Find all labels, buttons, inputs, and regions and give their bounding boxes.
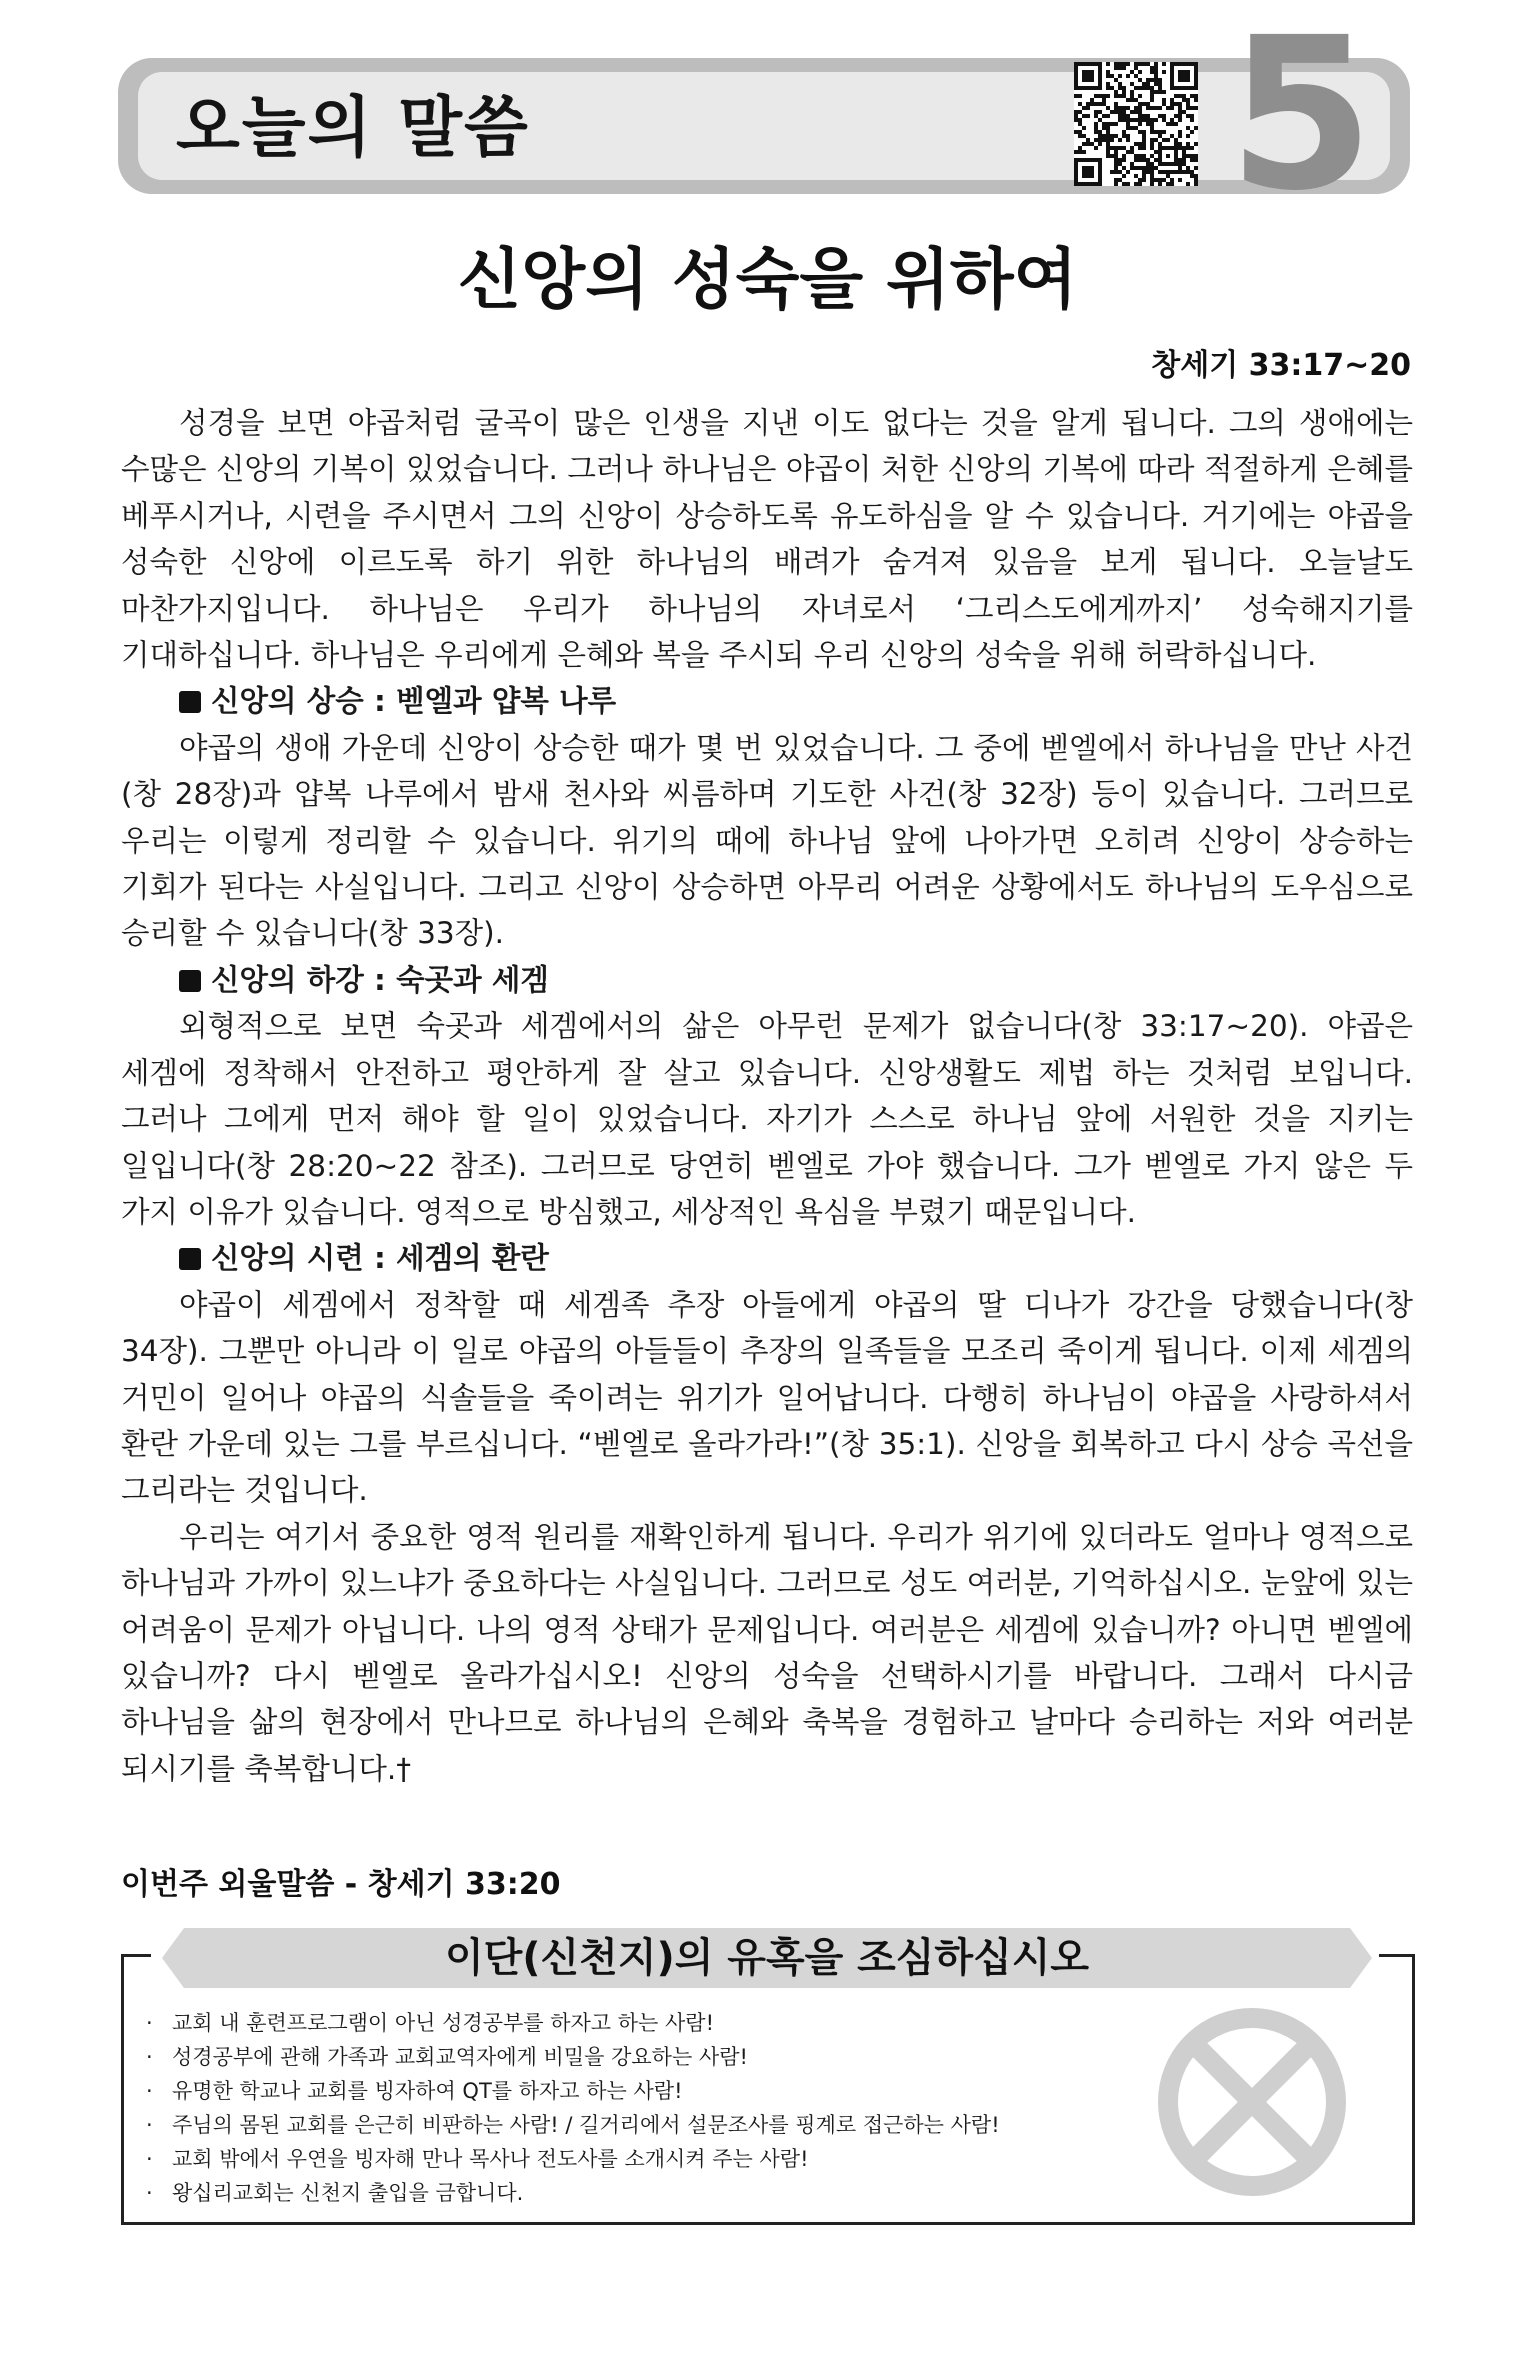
qr-code-icon[interactable]: [1074, 62, 1198, 186]
memory-verse: 이번주 외울말씀 - 창세기 33:20: [121, 1867, 561, 1902]
sermon-body: [121, 400, 1413, 1792]
scripture-reference: 창세기 33:17~20: [1151, 348, 1411, 383]
section-heading-text: 신앙의 상승 : 벧엘과 얍복 나루: [211, 684, 617, 719]
section-heading: [121, 957, 1413, 1003]
list-item: [146, 2176, 1000, 2210]
square-bullet-icon: [179, 970, 201, 992]
conclusion-paragraph: 우리는 여기서 중요한 영적 원리를 재확인하게 됩니다. 우리가 위기에 있더라도 얼마나 영적으로 하나님과 가까이 있느냐가 중요하다는 사실입니다. 그러므로 성도 여러분, 기억하십시오. 눈앞에 있는 어려움이 문제가 아닙니다. 나의 영적 상태가 문제입니다. 여러분은 세겜에 있습니까? 아니면 벧엘에 있습니까? 다시 벧엘로 올라가십시오! 신앙의 성숙을 선택하시기를 바랍니다. 그래서 다시금 하나님을 삶의 현장에서 만나므로 하나님의 은혜와 축복을 경험하고 날마다 승리하는 저와 여러분 되시기를 축복합니다.†: [121, 1519, 1413, 1786]
square-bullet-icon: [179, 691, 201, 713]
list-item-text: 유명한 학교나 교회를 빙자하여 QT를 하자고 하는 사람!: [172, 2079, 683, 2103]
warning-list: [146, 2006, 1000, 2210]
section-heading: [121, 1235, 1413, 1281]
list-item: [146, 2074, 1000, 2108]
page-number: 5: [1228, 0, 1375, 237]
section-heading: [121, 678, 1413, 724]
list-bullet: ·: [146, 2045, 153, 2069]
sermon-title: 신앙의 성숙을 위하여: [457, 241, 1078, 318]
prohibited-x-icon: [1154, 2004, 1350, 2200]
warning-box-corner-right: [1379, 1954, 1412, 1957]
list-item: [146, 2006, 1000, 2040]
list-item-text: 왕십리교회는 신천지 출입을 금합니다.: [172, 2181, 524, 2205]
list-item: [146, 2108, 1000, 2142]
section-heading-text: 신앙의 시련 : 세겜의 환란: [211, 1241, 549, 1276]
section-paragraph: 야곱이 세겜에서 정착할 때 세겜족 추장 아들에게 야곱의 딸 디나가 강간을 당했습니다(창 34장). 그뿐만 아니라 이 일로 야곱의 아들들이 추장의 일족들을 모조리 죽이게 됩니다. 이제 세겜의 거민이 일어나 야곱의 식솔들을 죽이려는 위기가 일어납니다. 다행히 하나님이 야곱을 사랑하셔서 환란 가운데 있는 그를 부르십니다. “벧엘로 올라가라!”(창 35:1). 신앙을 회복하고 다시 상승 곡선을 그리라는 것입니다.: [121, 1287, 1413, 1508]
section-heading-text: 신앙의 하강 : 숙곳과 세겜: [211, 962, 549, 997]
intro-paragraph: 성경을 보면 야곱처럼 굴곡이 많은 인생을 지낸 이도 없다는 것을 알게 됩니다. 그의 생애에는 수많은 신앙의 기복이 있었습니다. 그러나 하나님은 야곱이 처한 신앙의 기복에 따라 적절하게 은혜를 베푸시거나, 시련을 주시면서 그의 신앙이 상승하도록 유도하심을 알 수 있습니다. 거기에는 야곱을 성숙한 신앙에 이르도록 하기 위한 하나님의 배려가 숨겨져 있음을 보게 됩니다. 오늘날도 마찬가지입니다. 하나님은 우리가 하나님의 자녀로서 ‘그리스도에게까지’ 성숙해지기를 기대하십니다. 하나님은 우리에게 은혜와 복을 주시되 우리 신앙의 성숙을 위해 허락하십니다.: [121, 406, 1413, 673]
warning-title: 이단(신천지)의 유혹을 조심하십시오: [444, 1935, 1089, 1981]
list-item-text: 주님의 몸된 교회를 은근히 비판하는 사람! / 길거리에서 설문조사를 핑계로 접근하는 사람!: [172, 2113, 1000, 2137]
section-title: 오늘의 말씀: [176, 89, 530, 166]
section-paragraph: 외형적으로 보면 숙곳과 세겜에서의 삶은 아무런 문제가 없습니다(창 33:17~20). 야곱은 세겜에 정착해서 안전하고 평안하게 잘 살고 있습니다. 신앙생활도 제법 하는 것처럼 보입니다. 그러나 그에게 먼저 해야 할 일이 있었습니다. 자기가 스스로 하나님 앞에 서원한 것을 지키는 일입니다(창 28:20~22 참조). 그러므로 당연히 벧엘로 가야 했습니다. 그가 벧엘로 가지 않은 두 가지 이유가 있습니다. 영적으로 방심했고, 세상적인 욕심을 부렸기 때문입니다.: [121, 1009, 1413, 1229]
square-bullet-icon: [179, 1248, 201, 1270]
list-item: [146, 2040, 1000, 2074]
list-item-text: 교회 밖에서 우연을 빙자해 만나 목사나 전도사를 소개시켜 주는 사람!: [172, 2147, 809, 2171]
list-item-text: 성경공부에 관해 가족과 교회교역자에게 비밀을 강요하는 사람!: [172, 2045, 748, 2069]
list-item: [146, 2142, 1000, 2176]
list-bullet: ·: [146, 2181, 153, 2205]
list-bullet: ·: [146, 2147, 153, 2171]
warning-box-corner-left: [121, 1954, 151, 1957]
list-bullet: ·: [146, 2113, 153, 2137]
list-item-text: 교회 내 훈련프로그램이 아닌 성경공부를 하자고 하는 사람!: [172, 2011, 715, 2035]
section-paragraph: 야곱의 생애 가운데 신앙이 상승한 때가 몇 번 있었습니다. 그 중에 벧엘에서 하나님을 만난 사건(창 28장)과 얍복 나루에서 밤새 천사와 씨름하며 기도한 사건(창 32장) 등이 있습니다. 그러므로 우리는 이렇게 정리할 수 있습니다. 위기의 때에 하나님 앞에 나아가면 오히려 신앙이 상승하는 기회가 된다는 사실입니다. 그리고 신앙이 상승하면 아무리 어려운 상황에서도 하나님의 도우심으로 승리할 수 있습니다(창 33장).: [121, 730, 1413, 951]
list-bullet: ·: [146, 2011, 153, 2035]
list-bullet: ·: [146, 2079, 153, 2103]
